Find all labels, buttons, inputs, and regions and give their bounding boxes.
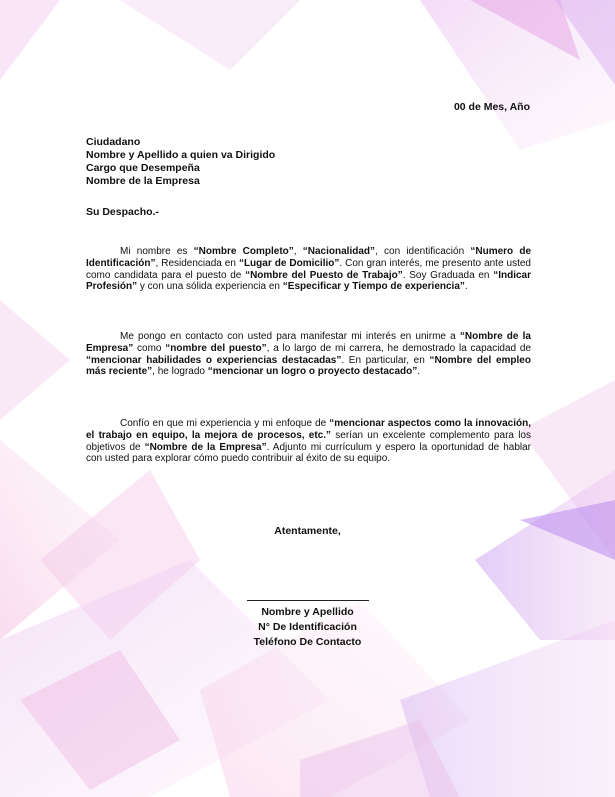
recipient-block: [86, 136, 275, 188]
greeting: Su Despacho.-: [86, 206, 159, 218]
closing-salutation: Atentamente,: [274, 525, 341, 537]
recipient-company: Nombre de la Empresa: [86, 175, 200, 187]
signature-phone: Teléfono De Contacto: [253, 636, 362, 648]
signature-line: [247, 600, 369, 601]
letter-date: 00 de Mes, Año: [453, 101, 530, 113]
signature-block: [0, 605, 615, 650]
recipient-title: Ciudadano: [86, 136, 141, 148]
recipient-name: Nombre y Apellido a quien va Dirigido: [86, 149, 276, 161]
paragraph-motivation: Me pongo en contacto con usted para manifestar mi interés en unirme a “Nombre de la Empresa” como “nombre del puesto”, a lo largo de mi carrera, he demostrado la capacidad de “mencionar habilidades o experiencias destacadas”. En particular, en “Nombre del empleo más reciente”, he logrado “mencionar un logro o proyecto destacado”.: [86, 331, 531, 378]
signature-id: N° De Identificación: [258, 621, 357, 633]
paragraph-introduction: Mi nombre es “Nombre Completo”, “Nacionalidad”, con identificación “Numero de Identificación”, Residenciada en “Lugar de Domicilio”. Con gran interés, me presento ante usted como candidata para el puesto de “Nombre del Puesto de Trabajo”. Soy Graduada en “Indicar Profesión” y con una sólida experiencia en “Especificar y Tiempo de experiencia”.: [86, 246, 532, 293]
signature-name: Nombre y Apellido: [261, 606, 354, 618]
recipient-position: Cargo que Desempeña: [86, 162, 200, 174]
paragraph-closing: Confío en que mi experiencia y mi enfoque de “mencionar aspectos como la innovación, el trabajo en equipo, la mejora de procesos, etc.” serían un excelente complemento para los objetivos de “Nombre de la Empresa”. Adjunto mi currículum y espero la oportunidad de hablar con usted para explorar cómo puedo contribuir al éxito de su equipo.: [86, 418, 531, 465]
